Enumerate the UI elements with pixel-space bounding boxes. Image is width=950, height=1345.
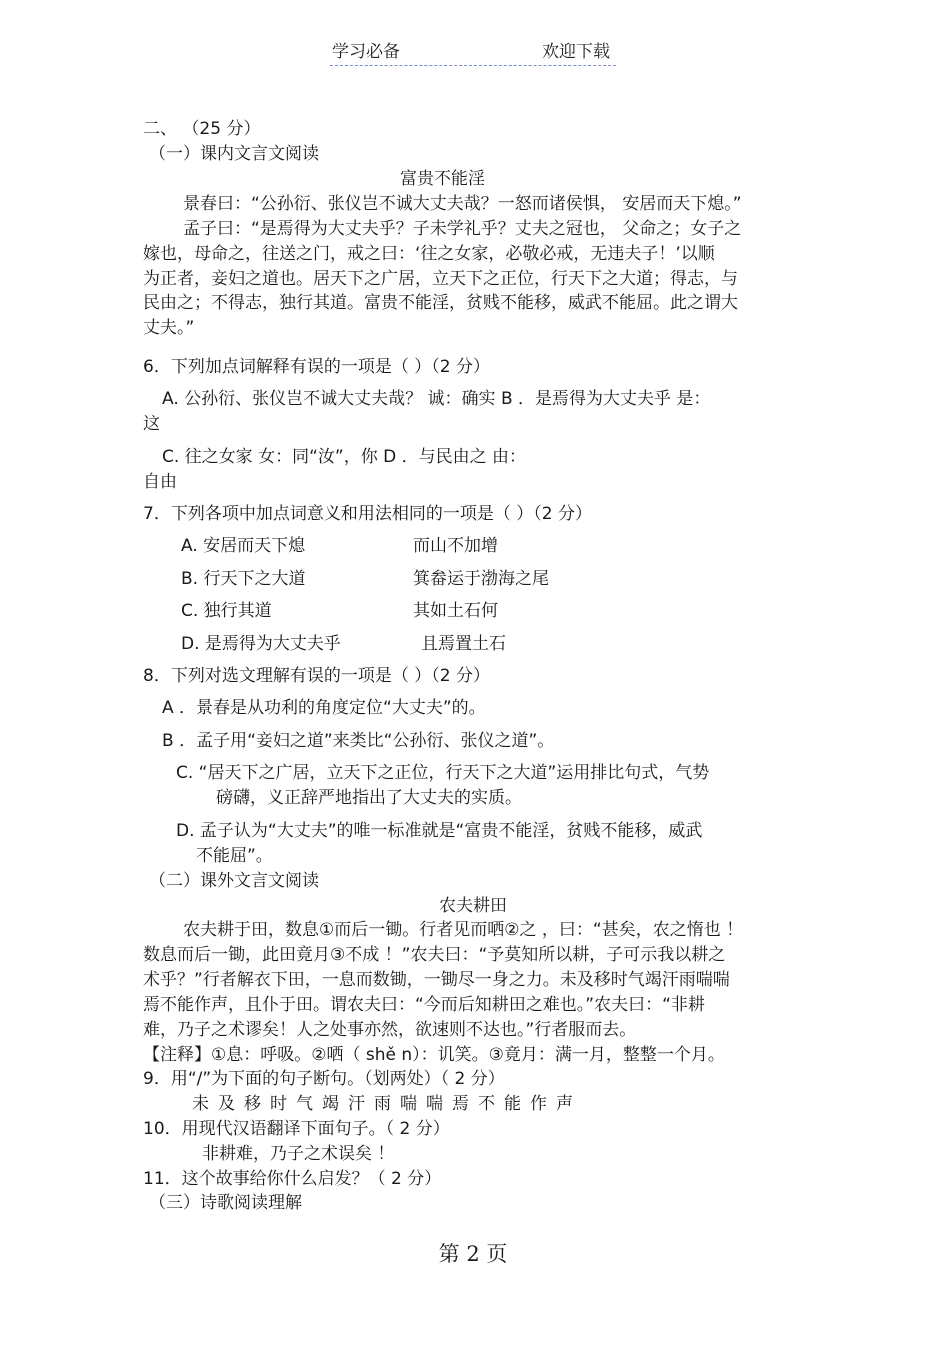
part1-title: 富贵不能淫: [400, 169, 485, 189]
q8-stem: 8．下列对选文理解有误的一项是（ ）（2 分）: [143, 666, 490, 686]
q6-option-ab-cont: 这: [143, 414, 160, 434]
q8-option-b: B ．孟子用“妾妇之道”来类比“公孙衍、张仪之道”。: [162, 731, 555, 751]
header-left: 学习必备: [332, 42, 400, 62]
q6-option-ab: A. 公孙衍、张仪岂不诚大丈夫哉？ 诚：确实 B ．是焉得为大丈夫乎 是：: [162, 389, 711, 409]
header-divider: [330, 65, 616, 66]
q6-option-cd-cont: 自由: [143, 472, 177, 492]
q7-option-b-left: B. 行天下之大道: [181, 569, 306, 589]
passage1-line: 民由之；不得志，独行其道。富贵不能淫，贫贱不能移，威武不能屈。此之谓大: [143, 293, 738, 313]
q7-option-c-left: C. 独行其道: [181, 601, 272, 621]
passage2-line: 焉不能作声，且仆于田。谓农夫曰：“今而后知耕田之难也。”农夫曰：“非耕: [143, 995, 705, 1015]
q8-option-d-cont: 不能屈”。: [196, 846, 273, 866]
passage2-line: 数息而后一锄，此田竟月③不成 ！”农夫曰：“予莫知所以耕，子可示我以耕之: [143, 945, 726, 965]
q7-option-b-right: 箕畚运于渤海之尾: [413, 569, 549, 589]
q7-option-c-right: 其如土石何: [413, 601, 498, 621]
part2-title: 农夫耕田: [439, 896, 507, 916]
q8-option-c-cont: 磅礴，义正辞严地指出了大丈夫的实质。: [216, 788, 522, 808]
part2-heading: （二）课外文言文阅读: [149, 871, 319, 891]
passage1-line: 嫁也，母命之，往送之门，戒之曰：‘往之女家，必敬必戒，无违夫子！’以顺: [143, 244, 715, 264]
q7-stem: 7．下列各项中加点词意义和用法相同的一项是（ ）（2 分）: [143, 504, 592, 524]
q9-stem: 9．用“/”为下面的句子断句。（划两处）（ 2 分）: [143, 1069, 505, 1089]
section-title: 二、 （25 分）: [143, 119, 261, 139]
passage2-line: 难，乃子之术谬矣！人之处事亦然，欲速则不达也。”行者服而去。: [143, 1020, 637, 1040]
q6-stem: 6．下列加点词解释有误的一项是（ ）（2 分）: [143, 357, 490, 377]
passage1-line: 为正者，妾妇之道也。居天下之广居，立天下之正位，行天下之大道；得志，与: [143, 269, 738, 289]
header-right: 欢迎下载: [542, 42, 610, 62]
q6-option-cd: C. 往之女家 女：同“汝”，你 D ．与民由之 由：: [162, 447, 526, 467]
q7-option-d-left: D. 是焉得为大丈夫乎: [181, 634, 341, 654]
passage2-line: 术乎？”行者解衣下田，一息而数锄，一锄尽一身之力。未及移时气竭汗雨喘喘: [143, 970, 730, 990]
q7-option-a-left: A. 安居而天下熄: [181, 536, 306, 556]
part3-heading: （三）诗歌阅读理解: [149, 1193, 302, 1213]
passage2-note: 【注释】①息：呼吸。②哂（ shě n）：讥笑。③竟月：满一月，整整一个月。: [143, 1045, 725, 1065]
q10-sentence: 非耕难，乃子之术误矣 ！: [202, 1144, 395, 1164]
q11-stem: 11．这个故事给你什么启发？（ 2 分）: [143, 1169, 442, 1189]
q8-option-a: A ．景春是从功利的角度定位“大丈夫”的。: [162, 698, 486, 718]
passage1-line: 景春曰：“公孙衍、张仪岂不诚大丈夫哉？一怒而诸侯惧， 安居而天下熄。”: [183, 194, 742, 214]
q10-stem: 10．用现代汉语翻译下面句子。（ 2 分）: [143, 1119, 450, 1139]
passage1-line: 孟子曰：“是焉得为大丈夫乎？子未学礼乎？丈夫之冠也， 父命之；女子之: [183, 219, 742, 239]
page-number: 第 2 页: [438, 1242, 508, 1266]
q8-option-c: C. “居天下之广居，立天下之正位，行天下之大道”运用排比句式，气势: [176, 763, 710, 783]
q8-option-d: D. 孟子认为“大丈夫”的唯一标准就是“富贵不能淫，贫贱不能移，威武: [176, 821, 703, 841]
part1-heading: （一）课内文言文阅读: [149, 144, 319, 164]
q9-sentence: 未及移时气竭汗雨喘喘焉不能作声: [192, 1094, 582, 1114]
passage2-line: 农夫耕于田，数息①而后一锄。行者见而哂②之 ，曰：“甚矣，农之惰也 ！: [183, 920, 744, 940]
q7-option-a-right: 而山不加增: [413, 536, 498, 556]
passage1-line: 丈夫。”: [143, 318, 195, 338]
q7-option-d-right: 且焉置土石: [421, 634, 506, 654]
